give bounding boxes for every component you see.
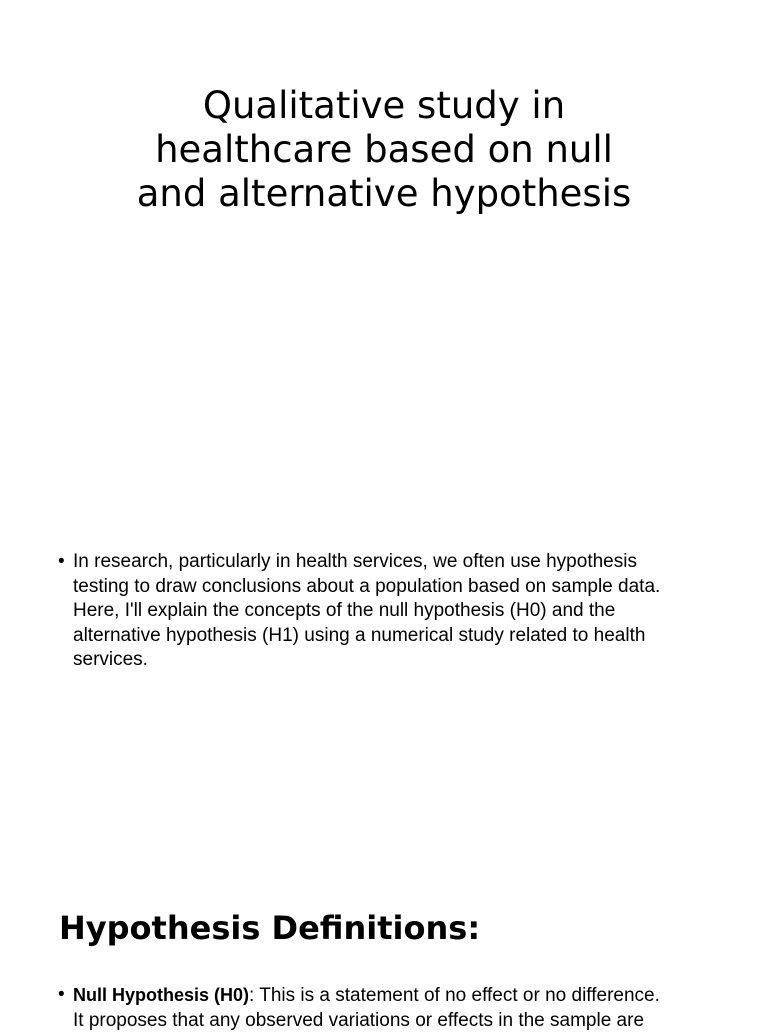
- section-heading: Hypothesis Definitions:: [59, 908, 480, 948]
- bullet-text-line: services.: [73, 648, 718, 673]
- bullet-text-line: alternative hypothesis (H1) using a numerical study related to health: [73, 624, 718, 649]
- title-line: healthcare based on null: [0, 128, 768, 172]
- bullet-text-line: In research, particularly in health services, we often use hypothesis: [73, 550, 718, 575]
- slide-title: [0, 84, 768, 216]
- bullet-item: [58, 983, 718, 1033]
- bullet-text-line: [73, 983, 718, 1009]
- intro-slide: [0, 512, 768, 848]
- bullet-list: [58, 550, 718, 673]
- title-line: and alternative hypothesis: [0, 172, 768, 216]
- bullet-list: [58, 983, 718, 1033]
- title-line: Qualitative study in: [0, 84, 768, 128]
- bullet-term: Null Hypothesis (H0): [73, 985, 249, 1005]
- bullet-text-line: Here, I'll explain the concepts of the null hypothesis (H0) and the: [73, 599, 718, 624]
- bullet-text-line: testing to draw conclusions about a population based on sample data.: [73, 575, 718, 600]
- definitions-slide: [0, 848, 768, 1024]
- bullet-icon: •: [58, 983, 65, 1008]
- title-slide: [0, 0, 768, 512]
- bullet-text-line: It proposes that any observed variations or effects in the sample are: [73, 1009, 718, 1033]
- bullet-item: [58, 550, 718, 673]
- bullet-definition: : This is a statement of no effect or no difference.: [249, 985, 660, 1006]
- bullet-icon: •: [58, 550, 65, 575]
